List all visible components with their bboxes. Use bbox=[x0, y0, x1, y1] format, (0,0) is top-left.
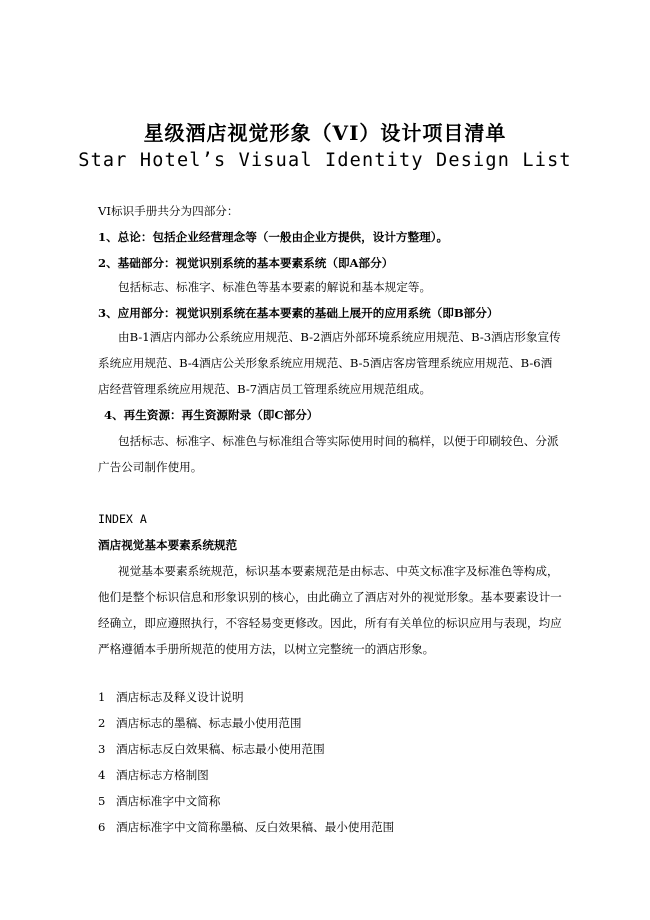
index-a-label: INDEX A bbox=[98, 512, 147, 526]
section-3-body-line: 由B-1酒店内部办公系统应用规范、B-2酒店外部环境系统应用规范、B-3酒店形象宣传 bbox=[118, 330, 561, 344]
list-item bbox=[98, 741, 560, 757]
section-1-heading: 1、总论：包括企业经营理念等（一般由企业方提供，设计方整理）。 bbox=[98, 230, 449, 244]
list-item bbox=[98, 715, 560, 731]
index-a-paragraph-line: 视觉基本要素系统规范，标识基本要素规范是由标志、中英文标准字及标准色等构成， bbox=[118, 564, 559, 578]
list-item-text: 酒店标志及释义设计说明 bbox=[116, 690, 244, 704]
index-a-paragraph-line: 他们是整个标识信息和形象识别的核心，由此确立了酒店对外的视觉形象。基本要素设计一 bbox=[98, 590, 562, 604]
section-2-body-line: 包括标志、标准字、标准色等基本要素的解说和基本规定等。 bbox=[118, 280, 432, 294]
page-title: 星级酒店视觉形象（VI）设计项目清单 bbox=[143, 121, 507, 145]
list-item-text: 酒店标志的墨稿、标志最小使用范围 bbox=[116, 716, 302, 730]
list-item-text: 酒店标志方格制图 bbox=[116, 768, 209, 782]
section-3-body-line: 系统应用规范、B-4酒店公关形象系统应用规范、B-5酒店客房管理系统应用规范、B-6酒 bbox=[98, 356, 553, 370]
section-4-heading: 4、再生资源：再生资源附录（即C部分） bbox=[104, 408, 319, 422]
list-item bbox=[98, 689, 560, 705]
list-item bbox=[98, 819, 560, 835]
list-item-text: 酒店标准字中文简称墨稿、反白效果稿、最小使用范围 bbox=[116, 820, 395, 834]
intro-text: VI标识手册共分为四部分： bbox=[98, 204, 239, 218]
section-3-heading: 3、应用部分：视觉识别系统在基本要素的基础上展开的应用系统（即B部分） bbox=[98, 306, 499, 320]
index-a-title: 酒店视觉基本要素系统规范 bbox=[98, 538, 238, 552]
list-item-number: 3 bbox=[98, 742, 106, 756]
list-item-number: 5 bbox=[98, 794, 106, 808]
list-item-number: 4 bbox=[98, 768, 106, 782]
list-item-number: 1 bbox=[98, 690, 106, 704]
list-item-number: 6 bbox=[98, 820, 106, 834]
page-subtitle-english: Star Hotel’s Visual Identity Design List bbox=[78, 150, 572, 171]
section-4-body-line: 包括标志、标准字、标准色与标准组合等实际使用时间的稿样，以便于印刷较色、分派 bbox=[118, 434, 559, 448]
list-item bbox=[98, 793, 560, 809]
list-item-text: 酒店标准字中文简称 bbox=[116, 794, 221, 808]
index-a-paragraph-line: 严格遵循本手册所规范的使用方法，以树立完整统一的酒店形象。 bbox=[98, 642, 435, 656]
section-2-heading: 2、基础部分：视觉识别系统的基本要素系统（即A部分） bbox=[98, 256, 394, 270]
list-item bbox=[98, 767, 560, 783]
index-a-paragraph-line: 经确立，即应遵照执行，不容轻易变更修改。因此，所有有关单位的标识应用与表现，均应 bbox=[98, 616, 562, 630]
list-item-number: 2 bbox=[98, 716, 106, 730]
section-4-body-line: 广告公司制作使用。 bbox=[98, 460, 203, 474]
section-3-body-line: 店经营管理系统应用规范、B-7酒店员工管理系统应用规范组成。 bbox=[98, 382, 432, 396]
list-item-text: 酒店标志反白效果稿、标志最小使用范围 bbox=[116, 742, 325, 756]
